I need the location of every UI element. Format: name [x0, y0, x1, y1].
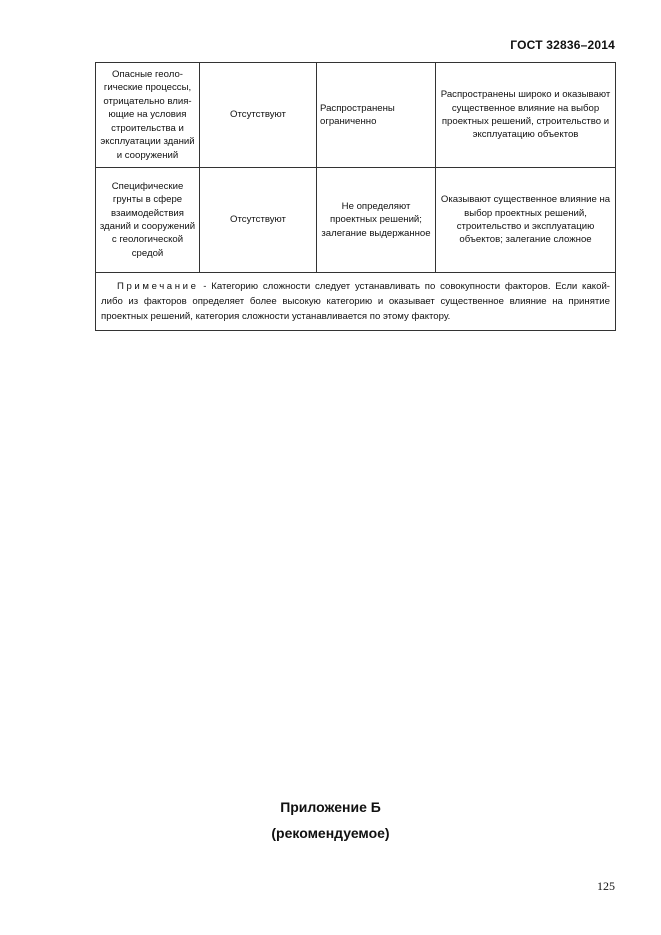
appendix-subtitle: (рекомендуемое): [271, 825, 390, 841]
note-text: - Категорию сложности следует устанавливать по совокупности факторов. Если какой-либо из факторов определяет более высокую категорию и оказывает существенное влияние на принятие проектных решений, категория сложности устанавливается по этому фактору.: [101, 281, 610, 322]
factor-cell: Опасные геоло-гические процессы, отрицательно влия-ющие на условия строительства и эксплуатации зданий и сооружений: [96, 63, 200, 168]
table-note: [96, 273, 616, 331]
table-row: [96, 63, 616, 168]
complex-category-cell: Оказывают существенное влияние на выбор проектных решений, строительство и эксплуатацию объектов; залегание сложное: [436, 168, 616, 273]
complex-category-cell: Распространены широко и оказывают существенное влияние на выбор проектных решений, строительство и эксплуатацию объектов: [436, 63, 616, 168]
simple-category-cell: Отсутствуют: [200, 168, 317, 273]
table-note-row: [96, 273, 616, 331]
note-label: Примечание: [117, 281, 199, 292]
appendix-title: Приложение Б: [280, 799, 381, 815]
simple-category-cell: Отсутствуют: [200, 63, 317, 168]
medium-category-cell: Не определяют проектных решений; залегание выдержанное: [317, 168, 436, 273]
medium-category-cell: Распространены ограниченно: [317, 63, 436, 168]
factor-cell: Специфические грунты в сфере взаимодействия зданий и сооружений с геологической средой: [96, 168, 200, 273]
complexity-table: [95, 62, 616, 331]
appendix-heading: [0, 794, 661, 846]
document-id: ГОСТ 32836–2014: [510, 38, 615, 52]
table-row: [96, 168, 616, 273]
page-number: 125: [597, 879, 615, 893]
